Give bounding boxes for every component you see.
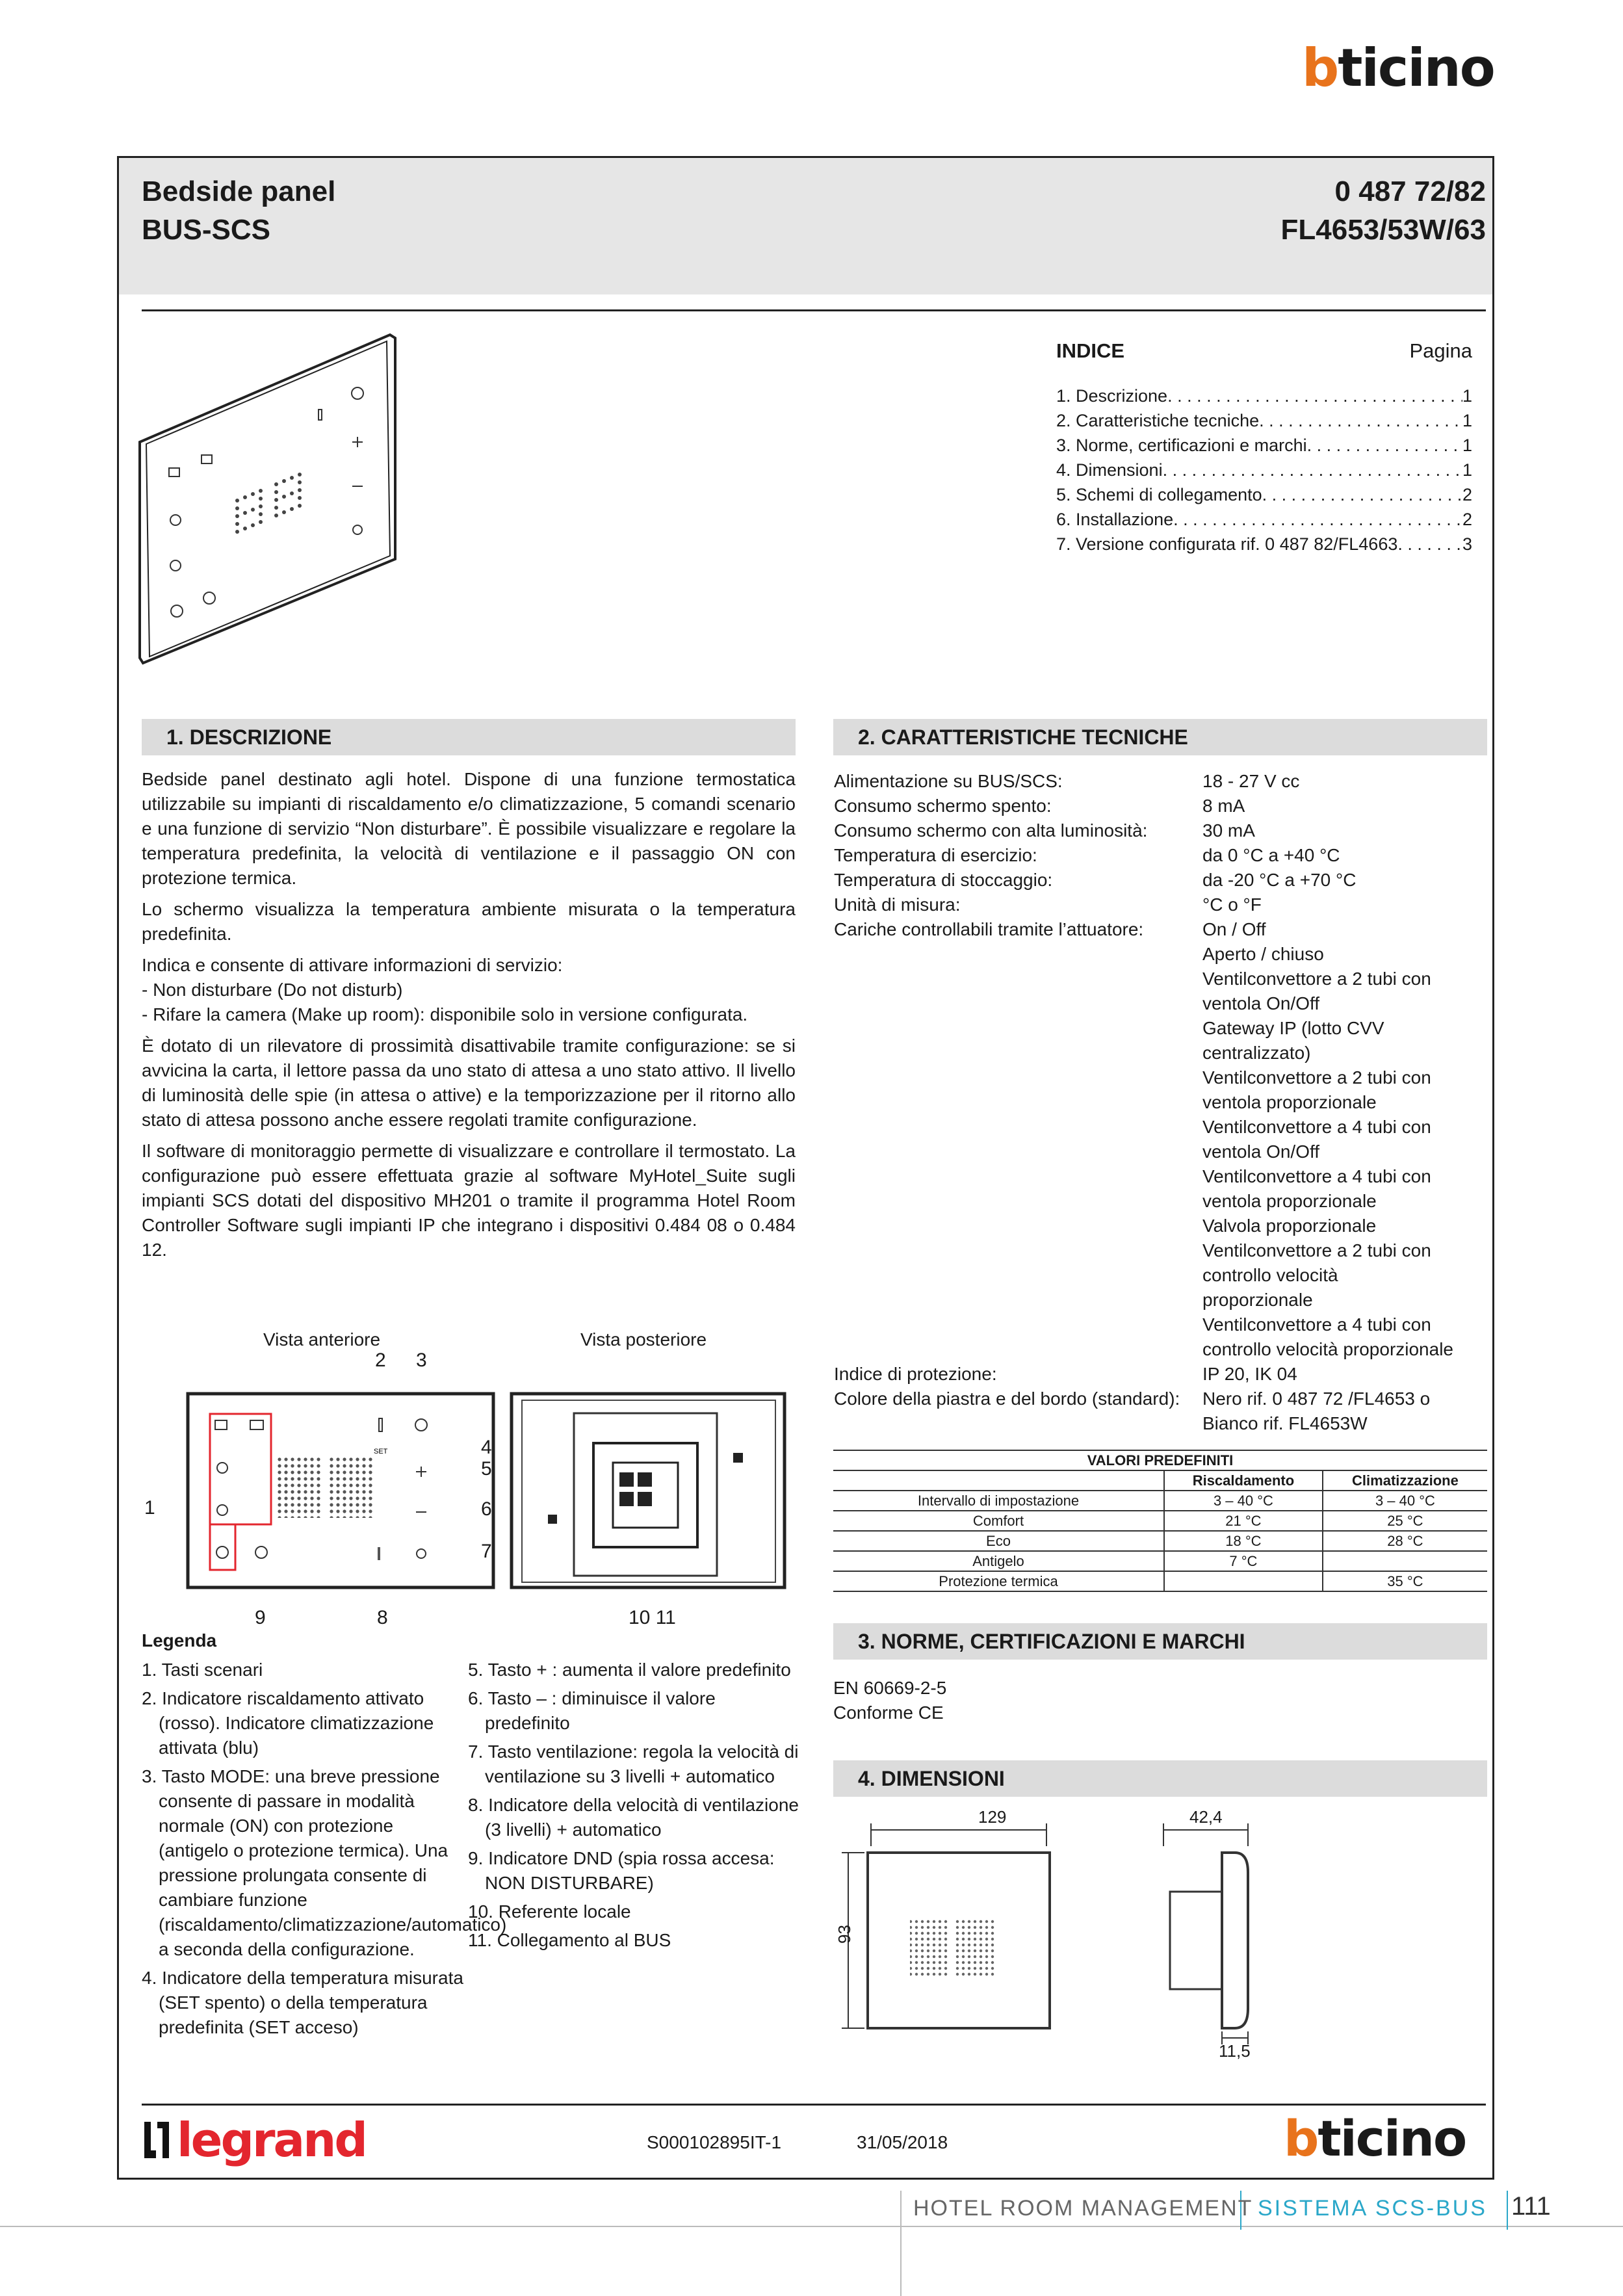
description-paragraph: - Rifare la camera (Make up room): disponibile solo in versione configurata. xyxy=(142,1004,748,1024)
spec-load-line: controllo velocità xyxy=(1202,1265,1338,1285)
spec-load-line: proporzionale xyxy=(1202,1290,1313,1310)
spec-load-line: ventola On/Off xyxy=(1202,993,1320,1013)
toc-item: 1. Descrizione . . . 1 xyxy=(1056,384,1472,408)
callout-5: 5 xyxy=(481,1458,492,1480)
legend-left xyxy=(142,1658,507,2044)
legrand-logo: legrand xyxy=(142,2113,366,2167)
product-codes: 0 487 72/82 FL4653/53W/63 xyxy=(1280,176,1486,246)
footer-category: HOTEL ROOM MANAGEMENT xyxy=(913,2196,1253,2221)
toc-item: 5. Schemi di collegamento . . . 2 xyxy=(1056,482,1472,507)
spec-load-line: Gateway IP (lotto CVV xyxy=(1202,1018,1384,1038)
spec-load-line: Ventilconvettore a 2 tubi con xyxy=(1202,1240,1431,1260)
section-norme-heading: 3. NORME, CERTIFICAZIONI E MARCHI xyxy=(833,1623,1487,1660)
norm-line: Conforme CE xyxy=(833,1702,944,1723)
front-view-caption: Vista anteriore xyxy=(263,1329,381,1350)
description-paragraph: Lo schermo visualizza la temperatura ambiente misurata o la temperatura predefinita. xyxy=(142,899,796,944)
spec-load-line: Ventilconvettore a 2 tubi con xyxy=(1202,969,1431,989)
legend-item: 3. Tasto MODE: una breve pressione consente di passare in modalità normale (ON) con protezione (antigelo o protezione termica). Una pressione prolungata consente di cambiare funzione (riscaldamento/climatizzazione/automatico) a seconda della configurazione. xyxy=(142,1766,507,1959)
spec-load-line: controllo velocità proporzionale xyxy=(1202,1339,1453,1359)
spec-label: Consumo schermo con alta luminosità: xyxy=(834,820,1148,841)
footer-divider-3 xyxy=(1507,2191,1508,2230)
legend-item: 11. Collegamento al BUS xyxy=(468,1930,671,1950)
page-number: 111 xyxy=(1511,2192,1551,2221)
table-row: Eco 18 °C 28 °C xyxy=(833,1531,1487,1551)
legrand-mark-icon xyxy=(142,2119,172,2161)
toc-item: 4. Dimensioni . . . 1 xyxy=(1056,458,1472,482)
legend-item: 2. Indicatore riscaldamento attivato (rosso). Indicatore climatizzazione attivata (blu) xyxy=(142,1688,434,1758)
spec-load-line: Valvola proporzionale xyxy=(1202,1216,1377,1236)
toc-item: 7. Versione configurata rif. 0 487 82/FL4663 . . . 3 xyxy=(1056,532,1472,556)
defaults-table xyxy=(833,1450,1487,1592)
header-rule xyxy=(142,309,1486,311)
doc-date: 31/05/2018 xyxy=(857,2132,948,2152)
callout-3: 3 xyxy=(416,1350,427,1371)
description-paragraph: Il software di monitoraggio permette di visualizzare e controllare il termostato. La configurazione può essere effettuata grazie al software MyHotel_Suite sugli impianti SCS dotati del dispositivo MH201 o tramite il programma Hotel Room Controller Software sugli impianti IP che integrano i dispositivi 0.484 08 o 0.484 12. xyxy=(142,1141,796,1260)
callout-8: 8 xyxy=(377,1607,388,1628)
bticino-logo: bticino xyxy=(1302,38,1494,98)
table-row: Antigelo 7 °C xyxy=(833,1551,1487,1571)
description-paragraph: Indica e consente di attivare informazioni di servizio: xyxy=(142,955,563,975)
toc xyxy=(1056,335,1472,556)
set-label: SET xyxy=(374,1448,388,1455)
spec-label: Colore della piastra e del bordo (standard): xyxy=(834,1389,1180,1409)
spec-value: Nero rif. 0 487 72 /FL4653 o xyxy=(1202,1389,1431,1409)
spec-value: °C o °F xyxy=(1202,894,1262,915)
legend-right xyxy=(468,1658,799,1957)
description-paragraph: - Non disturbare (Do not disturb) xyxy=(142,980,403,1000)
footer-band-rule xyxy=(0,2226,1623,2227)
spec-label: Temperatura di esercizio: xyxy=(834,845,1037,865)
spec-load-line: ventola proporzionale xyxy=(1202,1191,1377,1211)
spec-label: Cariche controllabili tramite l’attuatore: xyxy=(834,919,1144,939)
legend-item: 4. Indicatore della temperatura misurata (SET spento) o della temperatura predefinita (SET acceso) xyxy=(142,1968,463,2037)
callout-6: 6 xyxy=(481,1498,492,1520)
table-row: Comfort 21 °C 25 °C xyxy=(833,1511,1487,1531)
spec-label: Temperatura di stoccaggio: xyxy=(834,870,1053,890)
spec-value: da -20 °C a +70 °C xyxy=(1202,870,1357,890)
dimension-flange: 11,5 xyxy=(1219,2041,1251,2061)
defaults-table-title: VALORI PREDEFINITI xyxy=(833,1450,1487,1470)
callout-2: 2 xyxy=(375,1350,386,1371)
legend-item: 6. Tasto – : diminuisce il valore predefinito xyxy=(468,1688,716,1733)
section-descrizione-heading: 1. DESCRIZIONE xyxy=(142,719,796,755)
legend-item: 7. Tasto ventilazione: regola la velocità di ventilazione su 3 livelli + automatico xyxy=(468,1742,799,1786)
spec-load-line: Ventilconvettore a 2 tubi con xyxy=(1202,1067,1431,1088)
section-dimensioni-heading: 4. DIMENSIONI xyxy=(833,1760,1487,1797)
spec-value: Bianco rif. FL4653W xyxy=(1202,1413,1368,1433)
spec-value: 8 mA xyxy=(1202,796,1245,816)
spec-load-line: Ventilconvettore a 4 tubi con xyxy=(1202,1117,1431,1137)
table-row: Intervallo di impostazione 3 – 40 °C 3 – 40 °C xyxy=(833,1491,1487,1511)
toc-item: 3. Norme, certificazioni e marchi . . . 1 xyxy=(1056,433,1472,458)
spec-label: Alimentazione su BUS/SCS: xyxy=(834,771,1063,791)
spec-load-line: ventola proporzionale xyxy=(1202,1092,1377,1112)
product-illustration xyxy=(130,325,416,676)
dimension-height: 93 xyxy=(834,1925,854,1944)
header-heating: Riscaldamento xyxy=(1164,1470,1323,1491)
spec-value: 30 mA xyxy=(1202,820,1255,841)
callout-7: 7 xyxy=(481,1541,492,1562)
spec-load-line: Ventilconvettore a 4 tubi con xyxy=(1202,1166,1431,1186)
dimension-width: 129 xyxy=(978,1807,1007,1827)
legend-item: 8. Indicatore della velocità di ventilazione (3 livelli) + automatico xyxy=(468,1795,799,1840)
spec-value: 18 - 27 V cc xyxy=(1202,771,1300,791)
description-paragraph: Bedside panel destinato agli hotel. Dispone di una funzione termostatica utilizzabile su impianti di riscaldamento e/o climatizzazione, 5 comandi scenario e una funzione di servizio “Non disturbare”. È possibile visualizzare e regolare la temperatura predefinita, la velocità di ventilazione e il passaggio ON con protezione termica. xyxy=(142,769,796,888)
spec-load-line: ventola On/Off xyxy=(1202,1141,1320,1162)
bticino-footer-logo: bticino xyxy=(1284,2109,1466,2167)
footer-divider-1 xyxy=(900,2191,902,2296)
legend-title: Legenda xyxy=(142,1630,217,1650)
spec-label: Unità di misura: xyxy=(834,894,961,915)
spec-load-line: Aperto / chiuso xyxy=(1202,944,1324,964)
footer-rule xyxy=(142,2104,1486,2106)
toc-title: INDICE xyxy=(1056,339,1125,362)
spec-value: On / Off xyxy=(1202,919,1266,939)
spec-load-line: centralizzato) xyxy=(1202,1043,1311,1063)
spec-label: Consumo schermo spento: xyxy=(834,796,1052,816)
table-row: Protezione termica 35 °C xyxy=(833,1571,1487,1591)
legend-item: 9. Indicatore DND (spia rossa accesa: NON DISTURBARE) xyxy=(468,1848,775,1893)
section-norme-body xyxy=(833,1676,946,1725)
callout-9: 9 xyxy=(255,1607,266,1628)
toc-page-label: Pagina xyxy=(1409,339,1472,362)
doc-code: S000102895IT-1 xyxy=(647,2132,782,2152)
legend-item: 10. Referente locale xyxy=(468,1901,631,1922)
front-view-drawing xyxy=(185,1391,497,1593)
toc-item: 2. Caratteristiche tecniche . . . 1 xyxy=(1056,408,1472,433)
footer-system: SISTEMA SCS-BUS xyxy=(1258,2196,1487,2221)
callout-4: 4 xyxy=(481,1437,492,1458)
spec-value: IP 20, IK 04 xyxy=(1202,1364,1297,1384)
callout-10-11: 10 11 xyxy=(629,1607,676,1628)
description-paragraph: È dotato di un rilevatore di prossimità disattivabile tramite configurazione: se si avvicina la carta, il lettore passa da uno stato di attesa a uno stato attivo. Il livello di luminosità delle spie (in attesa o attive) e la temporizzazione per il ritorno allo stato di attesa possono anche essere regolati tramite configurazione. xyxy=(142,1036,796,1130)
product-title: Bedside panel BUS-SCS xyxy=(142,176,336,246)
rear-view-drawing xyxy=(509,1391,788,1593)
section-descrizione-body xyxy=(142,767,796,1269)
spec-value: da 0 °C a +40 °C xyxy=(1202,845,1340,865)
spec-label: Indice di protezione: xyxy=(834,1364,997,1384)
rear-view-caption: Vista posteriore xyxy=(580,1329,707,1350)
section-caratteristiche-heading: 2. CARATTERISTICHE TECNICHE xyxy=(833,719,1487,755)
dimension-depth: 42,4 xyxy=(1189,1807,1223,1827)
toc-item: 6. Installazione . . . 2 xyxy=(1056,507,1472,532)
header-cooling: Climatizzazione xyxy=(1323,1470,1487,1491)
norm-line: EN 60669-2-5 xyxy=(833,1678,947,1698)
dimension-drawing xyxy=(832,1814,1261,2061)
legend-item: 5. Tasto + : aumenta il valore predefinito xyxy=(468,1660,791,1680)
spec-load-line: Ventilconvettore a 4 tubi con xyxy=(1202,1314,1431,1335)
legend-item: 1. Tasti scenari xyxy=(142,1660,263,1680)
callout-1: 1 xyxy=(144,1497,155,1519)
